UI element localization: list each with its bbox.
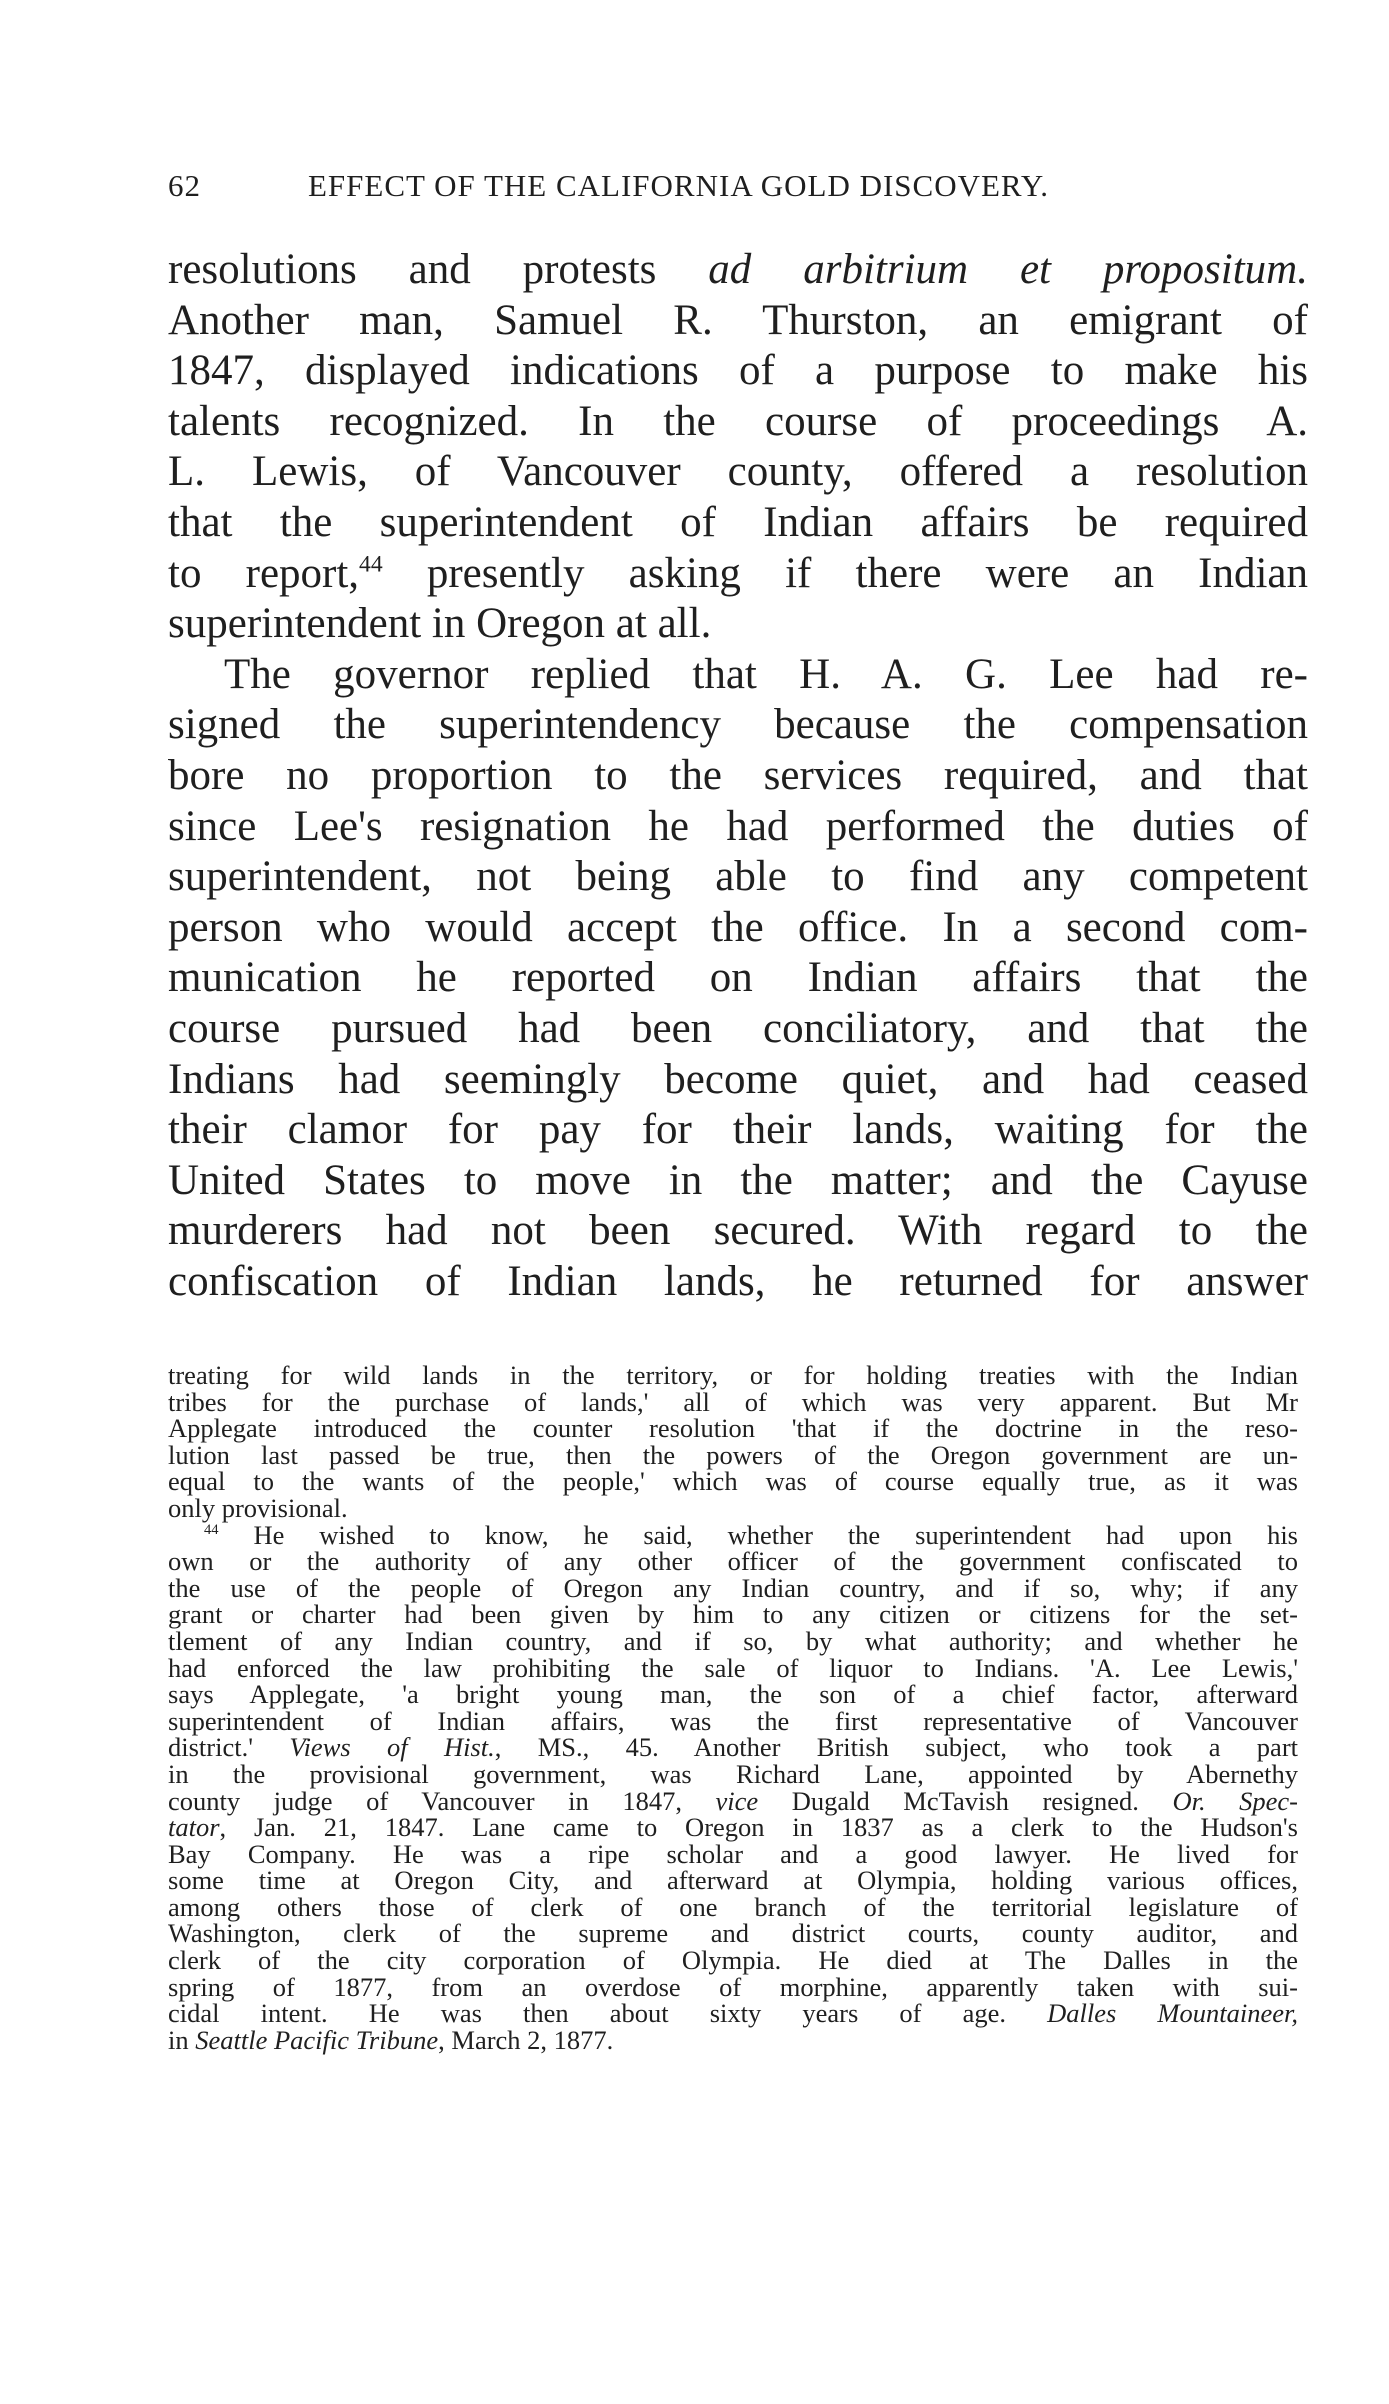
- text-line: course pursued had been conciliatory, and that the: [168, 1004, 1308, 1052]
- text-line: 1847, displayed indications of a purpose to make his: [168, 347, 1308, 395]
- footnote-line: among others those of clerk of one branch of the territorial legislature of: [168, 1891, 1298, 1922]
- text-line: United States to move in the matter; and the Cayuse: [168, 1156, 1308, 1204]
- footnote-reference-44: 44: [359, 551, 383, 578]
- footnote-line: lution last passed be true, then the powers of the Oregon government are un-: [168, 1439, 1298, 1470]
- footnote-line: cidal intent. He was then about sixty years of age. Dalles Mountaineer,: [168, 1998, 1298, 2029]
- text-line: L. Lewis, of Vancouver county, offered a resolution: [168, 448, 1308, 496]
- citation-title: Seattle Pacific Tribune: [195, 2024, 439, 2055]
- footnote-line: own or the authority of any other officer of the government confiscated to: [168, 1546, 1298, 1577]
- footnote-line: $^{44}$ He wished to know, he said, whether the superintendent had upon his: [204, 1519, 1298, 1550]
- footnote-marker: 44: [204, 1521, 219, 1538]
- paragraph-2: [168, 650, 1308, 1308]
- text-line: superintendent, not being able to find any competent: [168, 853, 1308, 901]
- text-line: bore no proportion to the services required, and that: [168, 751, 1308, 799]
- footnote-line: district.' Views of Hist., MS., 45. Another British subject, who took a part: [168, 1732, 1299, 1763]
- text-line: murderers had not been secured. With regard to the: [168, 1207, 1308, 1255]
- text-line: Indians had seemingly become quiet, and had ceased: [168, 1055, 1308, 1103]
- page-number: 62: [168, 168, 201, 203]
- text-line: signed the superintendency because the compensation: [168, 701, 1308, 749]
- footnote-line: Washington, clerk of the supreme and district courts, county auditor, and: [168, 1918, 1298, 1949]
- footnote-line: says Applegate, 'a bright young man, the son of a chief factor, afterward: [168, 1679, 1298, 1710]
- citation-title: tator: [168, 1812, 220, 1843]
- text-line: their clamor for pay for their lands, waiting for the: [168, 1106, 1308, 1154]
- text-line: person who would accept the office. In a second com-: [168, 903, 1308, 951]
- footnote-line: superintendent of Indian affairs, was the first representative of Vancouver: [168, 1705, 1298, 1736]
- text-line: talents recognized. In the course of proceedings A.: [168, 397, 1308, 445]
- footnote-44: [168, 1519, 1299, 2055]
- text-line: The governor replied that H. A. G. Lee had re-: [224, 650, 1308, 698]
- footnote-line: in the provisional government, was Richard Lane, appointed by Abernethy: [168, 1758, 1298, 1789]
- footnote-line: only provisional.: [168, 1492, 348, 1523]
- footnote-continuation: [168, 1362, 1298, 1522]
- latin-phrase: ad arbitrium et propositum.: [708, 246, 1308, 293]
- text-line: confiscation of Indian lands, he returned for answer: [168, 1257, 1308, 1305]
- citation-title: Dalles Mountaineer,: [1047, 1998, 1298, 2029]
- text-line: superintendent in Oregon at all.: [168, 600, 712, 648]
- footnote-line: some time at Oregon City, and afterward at Olympia, holding various offices,: [168, 1865, 1298, 1896]
- footnote-line: county judge of Vancouver in 1847, vice Dugald McTavish resigned. Or. Spec-: [168, 1785, 1298, 1816]
- citation-title: Views of Hist.: [289, 1732, 495, 1763]
- footnote-line: spring of 1877, from an overdose of morphine, apparently taken with sui-: [168, 1971, 1298, 2002]
- text-line: since Lee's resignation he had performed the duties of: [168, 802, 1308, 850]
- paragraph-1: [168, 245, 1308, 650]
- citation-title: Or. Spec-: [1172, 1785, 1298, 1816]
- footnote-line: in Seattle Pacific Tribune, March 2, 1877.: [168, 2024, 614, 2055]
- text-line: munication he reported on Indian affairs that the: [168, 954, 1308, 1002]
- footnote-line: tribes for the purchase of lands,' all of which was very apparent. But Mr: [168, 1386, 1298, 1417]
- footnote-line: Bay Company. He was a ripe scholar and a good lawyer. He lived for: [168, 1838, 1298, 1869]
- footnote-line: tlement of any Indian country, and if so, by what authority; and whether he: [168, 1625, 1298, 1656]
- text-line: resolutions and protests ad arbitrium et propositum.: [168, 246, 1308, 293]
- text-line: to report,$^{44}$ presently asking if there were an Indian: [168, 549, 1308, 597]
- footnote-line: Applegate introduced the counter resolution 'that if the doctrine in the reso-: [168, 1413, 1298, 1444]
- footnote-line: equal to the wants of the people,' which was of course equally true, as it was: [168, 1466, 1298, 1497]
- footnote-line: had enforced the law prohibiting the sale of liquor to Indians. 'A. Lee Lewis,': [168, 1652, 1298, 1683]
- running-title: EFFECT OF THE CALIFORNIA GOLD DISCOVERY.: [308, 168, 1050, 203]
- main-text: [168, 245, 1308, 1307]
- page-header: [168, 168, 1188, 212]
- footnote-line: the use of the people of Oregon any Indian country, and if so, why; if any: [168, 1572, 1298, 1603]
- footnote-line: tator, Jan. 21, 1847. Lane came to Oregon in 1837 as a clerk to the Hudson's: [168, 1812, 1298, 1843]
- footnotes: [168, 1362, 1298, 2053]
- text-line: that the superintendent of Indian affairs be required: [168, 498, 1308, 546]
- footnote-line: clerk of the city corporation of Olympia. He died at The Dalles in the: [168, 1945, 1298, 1976]
- footnote-line: treating for wild lands in the territory, or for holding treaties with the Indian: [168, 1360, 1298, 1390]
- text-line: Another man, Samuel R. Thurston, an emigrant of: [168, 296, 1308, 344]
- footnote-line: grant or charter had been given by him to any citizen or citizens for the set-: [168, 1599, 1298, 1630]
